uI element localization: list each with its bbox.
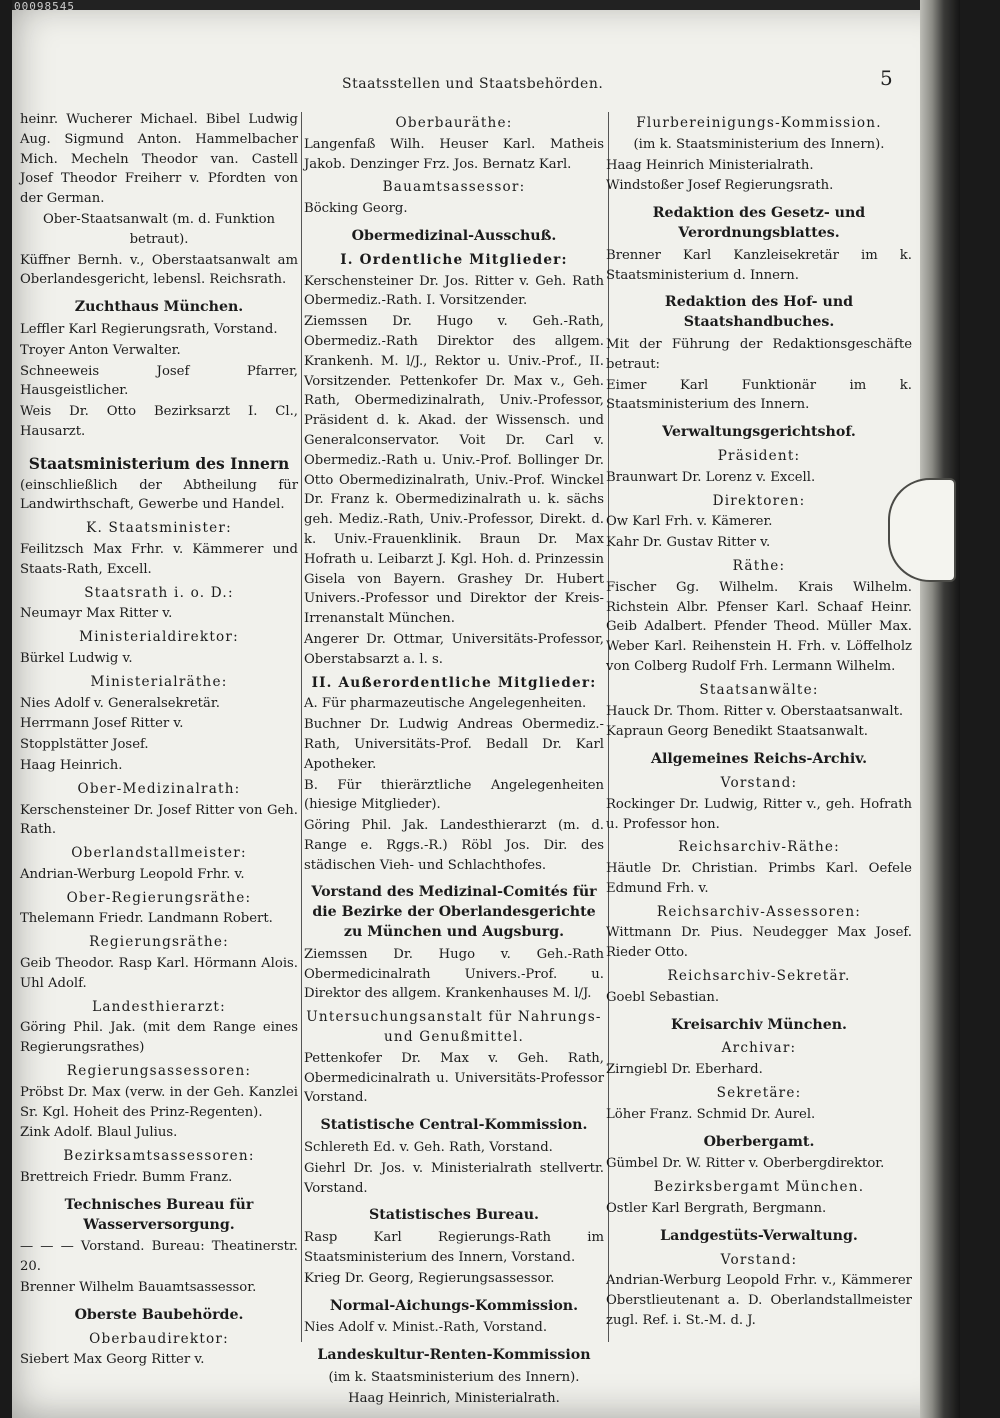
section-heading: Statistische Central-Kommission.: [320, 1117, 588, 1134]
text-block: Brettreich Friedr. Bumm Franz.: [20, 1170, 233, 1186]
section-heading: Normal-Aichungs-Kommission.: [329, 1297, 579, 1314]
text-block: Göring Phil. Jak. (mit dem Range eines Regierungsrathes): [20, 1020, 298, 1056]
text-block: Fischer Gg. Wilhelm. Krais Wilhelm. Richstein Albr. Pfenser Karl. Schaaf Heinr. Geib Adalbert. Pfender Theod. Müller Max. Weber Karl. Reihenstein H. Frh. v. Löffelholz von Colberg Rudolf Frh. Lermann Wilhelm.: [606, 579, 912, 674]
text-block: Thelemann Friedr. Landmann Robert.: [20, 911, 273, 927]
text-block: Eimer Karl Funktionär im k. Staatsministerium des Innern.: [606, 377, 912, 413]
section-heading: Oberste Baubehörde.: [74, 1306, 244, 1323]
text-block: Windstoßer Josef Regierungsrath.: [606, 178, 834, 194]
text-block: (im k. Staatsministerium des Innern).: [633, 136, 885, 152]
text-block: Ober-Staatsanwalt (m. d. Funktion betraut).: [42, 211, 276, 247]
text-block: Nies Adolf v. Minist.-Rath, Vorstand.: [304, 1320, 548, 1336]
subheading: Ministerialdirektor:: [79, 629, 239, 646]
text-block: Ow Karl Frh. v. Kämerer.: [606, 514, 773, 530]
section-heading: Redaktion des Hof- und Staatshandbuches.: [664, 294, 854, 331]
text-block: (einschließlich der Abtheilung für Landwirthschaft, Gewerbe und Handel.: [20, 477, 298, 513]
scan-id: 00098545: [14, 0, 75, 13]
section-heading: Redaktion des Gesetz- und Verordnungsblattes.: [652, 205, 866, 241]
subheading: Vorstand:: [720, 1251, 798, 1268]
text-block: Wittmann Dr. Pius. Neudegger Max Josef. Rieder Otto.: [606, 925, 912, 961]
page-number: 5: [880, 66, 893, 90]
text-block: Kerschensteiner Dr. Josef Ritter von Geh. Rath.: [20, 802, 298, 838]
text-block: Kerschensteiner Dr. Jos. Ritter v. Geh. Rath Obermediz.-Rath. I. Vorsitzender.: [304, 273, 604, 309]
text-block: Krieg Dr. Georg, Regierungsassessor.: [304, 1270, 555, 1286]
column-2: [304, 110, 604, 1410]
section-heading: Obermedizinal-Ausschuß.: [351, 227, 557, 244]
text-block: Rasp Karl Regierungs-Rath im Staatsministerium des Innern, Vorstand.: [304, 1230, 604, 1266]
text-block: Mit der Führung der Redaktionsgeschäfte betraut:: [606, 336, 912, 372]
book-binding: [920, 0, 960, 1418]
section-heading: Kreisarchiv München.: [671, 1016, 847, 1033]
text-block: Stopplstätter Josef.: [20, 737, 149, 753]
text-block: Troyer Anton Verwalter.: [20, 342, 181, 358]
text-block: Kapraun Georg Benedikt Staatsanwalt.: [606, 724, 868, 740]
text-block: Feilitzsch Max Frhr. v. Kämmerer und Staats-Rath, Excell.: [20, 541, 298, 577]
text-block: Geib Theodor. Rasp Karl. Hörmann Alois. Uhl Adolf.: [20, 956, 298, 991]
page-clip: [888, 478, 956, 582]
subheading: Sekretäre:: [716, 1085, 802, 1102]
running-head: Staatsstellen und Staatsbehörden.: [342, 76, 604, 92]
subheading: Ober-Medizinalrath:: [77, 780, 241, 797]
text-block: Brenner Wilhelm Bauamtsassessor.: [20, 1280, 257, 1296]
text-block: B. Für thierärztliche Angelegenheiten (hiesige Mitglieder).: [304, 777, 604, 813]
subheading: Oberlandstallmeister:: [71, 845, 247, 862]
text-block: Zirngiebl Dr. Eberhard.: [606, 1062, 763, 1078]
text-block: Haag Heinrich Ministerialrath.: [606, 157, 814, 173]
subheading: Regierungsassessoren:: [66, 1063, 252, 1080]
book-page: [12, 0, 960, 1418]
section-heading: Technisches Bureau für Wasserversorgung.: [64, 1196, 254, 1233]
text-block: Langenfaß Wilh. Heuser Karl. Matheis Jakob. Denzinger Frz. Jos. Bernatz Karl.: [304, 136, 604, 172]
subheading: Präsident:: [717, 447, 801, 464]
text-block: Pröbst Dr. Max (verw. in der Geh. Kanzlei Sr. Kgl. Hoheit des Prinz-Regenten).: [20, 1084, 298, 1120]
text-block: — — — Vorstand. Bureau: Theatinerstr. 20.: [20, 1239, 298, 1275]
subheading: Reichsarchiv-Assessoren:: [656, 903, 862, 920]
text-block: Leffler Karl Regierungsrath, Vorstand.: [20, 321, 278, 337]
subheading: Regierungsräthe:: [89, 934, 229, 951]
subheading: Oberbaudirektor:: [89, 1330, 229, 1347]
subheading: I. Ordentliche Mitglieder:: [340, 251, 568, 268]
text-block: heinr. Wucherer Michael. Bibel Ludwig Aug. Sigmund Anton. Hammelbacher Mich. Mecheln Theodor van. Castell Josef Theodor Freiherr v. Pfordten von der German.: [20, 112, 298, 207]
subheading: Reichsarchiv-Räthe:: [678, 839, 840, 856]
text-block: Siebert Max Georg Ritter v.: [20, 1352, 205, 1368]
text-block: Rockinger Dr. Ludwig, Ritter v., geh. Hofrath u. Professor hon.: [606, 796, 912, 832]
text-block: Braunwart Dr. Lorenz v. Excell.: [606, 469, 816, 485]
subheading: Direktoren:: [712, 492, 806, 509]
text-block: Neumayr Max Ritter v.: [20, 606, 173, 622]
subheading: Ober-Regierungsräthe:: [66, 889, 252, 906]
subheading: Landesthierarzt:: [92, 998, 226, 1015]
subheading: Staatsanwälte:: [699, 681, 819, 698]
section-heading: Statistisches Bureau.: [368, 1207, 539, 1224]
text-block: Buchner Dr. Ludwig Andreas Obermediz.-Rath, Universitäts-Prof. Bedall Dr. Karl Apotheker.: [304, 717, 604, 772]
subheading: Bezirksbergamt München.: [653, 1179, 865, 1196]
text-block: Schneeweis Josef Pfarrer, Hausgeistlicher.: [20, 363, 298, 399]
column-3: [606, 110, 912, 1332]
text-block: Goebl Sebastian.: [606, 989, 720, 1005]
subheading: Ministerialräthe:: [90, 673, 228, 690]
text-block: Zink Adolf. Blaul Julius.: [20, 1125, 178, 1141]
text-block: Giehrl Dr. Jos. v. Ministerialrath stellvertr. Vorstand.: [304, 1160, 604, 1196]
subheading: Vorstand:: [720, 774, 798, 791]
column-1: [20, 110, 298, 1371]
section-heading: Landgestüts-Verwaltung.: [660, 1227, 858, 1244]
text-block: Böcking Georg.: [304, 201, 408, 217]
text-block: Brenner Karl Kanzleisekretär im k. Staatsministerium d. Innern.: [606, 247, 912, 283]
text-block: Angerer Dr. Ottmar, Universitäts-Professor, Oberstabsarzt a. l. s.: [304, 631, 604, 667]
section-heading: Verwaltungsgerichtshof.: [662, 424, 856, 441]
subheading: Flurbereinigungs-Kommission.: [636, 115, 882, 131]
section-heading: Allgemeines Reichs-Archiv.: [650, 751, 868, 768]
section-heading: Zuchthaus München.: [74, 299, 244, 316]
section-heading: Landeskultur-Renten-Kommission: [317, 1347, 591, 1364]
text-block: Pettenkofer Dr. Max v. Geh. Rath, Obermedicinalrath u. Universitäts-Professor Vorstand.: [304, 1050, 604, 1106]
text-block: A. Für pharmazeutische Angelegenheiten.: [304, 696, 587, 712]
section-heading: Vorstand des Medizinal-Comités für die Bezirke der Oberlandesgerichte zu München und Augsburg.: [311, 884, 597, 941]
text-block: Göring Phil. Jak. Landesthierarzt (m. d. Range e. Rggs.-R.) Röbl Jos. Dir. des städischen Vieh- und Schlachthofes.: [304, 818, 604, 873]
top-edge: [12, 0, 960, 10]
subheading: Räthe:: [732, 557, 786, 574]
text-block: Andrian-Werburg Leopold Frhr. v.: [20, 866, 245, 882]
text-block: Häutle Dr. Christian. Primbs Karl. Oefele Edmund Frh. v.: [606, 861, 912, 896]
subheading: Archivar:: [721, 1040, 797, 1057]
subheading: Oberbauräthe:: [395, 115, 513, 131]
text-block: Kahr Dr. Gustav Ritter v.: [606, 535, 771, 551]
subheading: Untersuchungsanstalt für Nahrungs- und Genußmittel.: [306, 1009, 602, 1046]
subheading: Bauamtsassessor:: [382, 179, 526, 196]
section-heading: Staatsministerium des Innern: [28, 453, 290, 473]
subheading: II. Außerordentliche Mitglieder:: [311, 674, 597, 691]
subheading: K. Staatsminister:: [86, 520, 232, 537]
column-rule-1: [301, 112, 302, 1342]
section-heading: Oberbergamt.: [703, 1133, 815, 1150]
text-block: Andrian-Werburg Leopold Frhr. v., Kämmerer Oberstlieutenant a. D. Oberlandstallmeister zugl. Ref. i. St.-M. d. J.: [606, 1273, 912, 1329]
text-block: Ziemssen Dr. Hugo v. Geh.-Rath, Obermediz.-Rath Direktor des allgem. Krankenh. M. l/J., Rektor u. Univ.-Prof., II. Vorsitzender. Pettenkofer Dr. Max v., Geh. Rath, Obermedizinalrath, Univ.-Professor, Präsident d. k. Akad. der Wissensch. und Generalconservator. Voit Dr. Carl v. Obermediz.-Rath u. Univ.-Prof. Bollinger Dr. Otto Obermedizinalrath, Univ.-Prof. Winckel Dr. Franz k. Obermedizinalrath u. k. sächs geh. Mediz.-Rath, Univ.-Professor, Direkt. d. k. Univ.-Frauenklinik. Braun Dr. Max Hofrath u. Leibarzt J. Kgl. Hoh. d. Prinzessin Gisela von Bayern. Grashey Dr. Hubert Univers.-Professor und Direktor der Kreis-Irrenanstalt München.: [304, 314, 604, 627]
subheading: Staatsrath i. o. D.:: [84, 584, 234, 601]
text-block: Haag Heinrich.: [20, 757, 123, 773]
text-block: Hauck Dr. Thom. Ritter v. Oberstaatsanwalt.: [606, 703, 904, 719]
text-block: Schlereth Ed. v. Geh. Rath, Vorstand.: [304, 1140, 553, 1156]
text-block: Weis Dr. Otto Bezirksarzt I. Cl., Hausarzt.: [20, 404, 298, 439]
text-block: Ziemssen Dr. Hugo v. Geh.-Rath Obermedicinalrath Univers.-Prof. u. Direktor des allgem. Krankenhauses M. l/J.: [304, 946, 604, 1002]
text-block: Gümbel Dr. W. Ritter v. Oberbergdirektor.: [606, 1156, 885, 1172]
text-block: Nies Adolf v. Generalsekretär.: [20, 695, 220, 711]
text-block: (im k. Staatsministerium des Innern).: [328, 1370, 580, 1386]
subheading: Reichsarchiv-Sekretär.: [667, 968, 851, 985]
text-block: Bürkel Ludwig v.: [20, 650, 133, 666]
text-block: Ostler Karl Bergrath, Bergmann.: [606, 1201, 827, 1217]
text-block: Haag Heinrich, Ministerialrath.: [348, 1390, 560, 1406]
subheading: Bezirksamtsassessoren:: [63, 1148, 255, 1165]
text-block: Herrmann Josef Ritter v.: [20, 716, 184, 732]
text-block: Küffner Bernh. v., Oberstaatsanwalt am Oberlandesgericht, lebensl. Reichsrath.: [20, 252, 298, 288]
text-block: Löher Franz. Schmid Dr. Aurel.: [606, 1106, 816, 1122]
